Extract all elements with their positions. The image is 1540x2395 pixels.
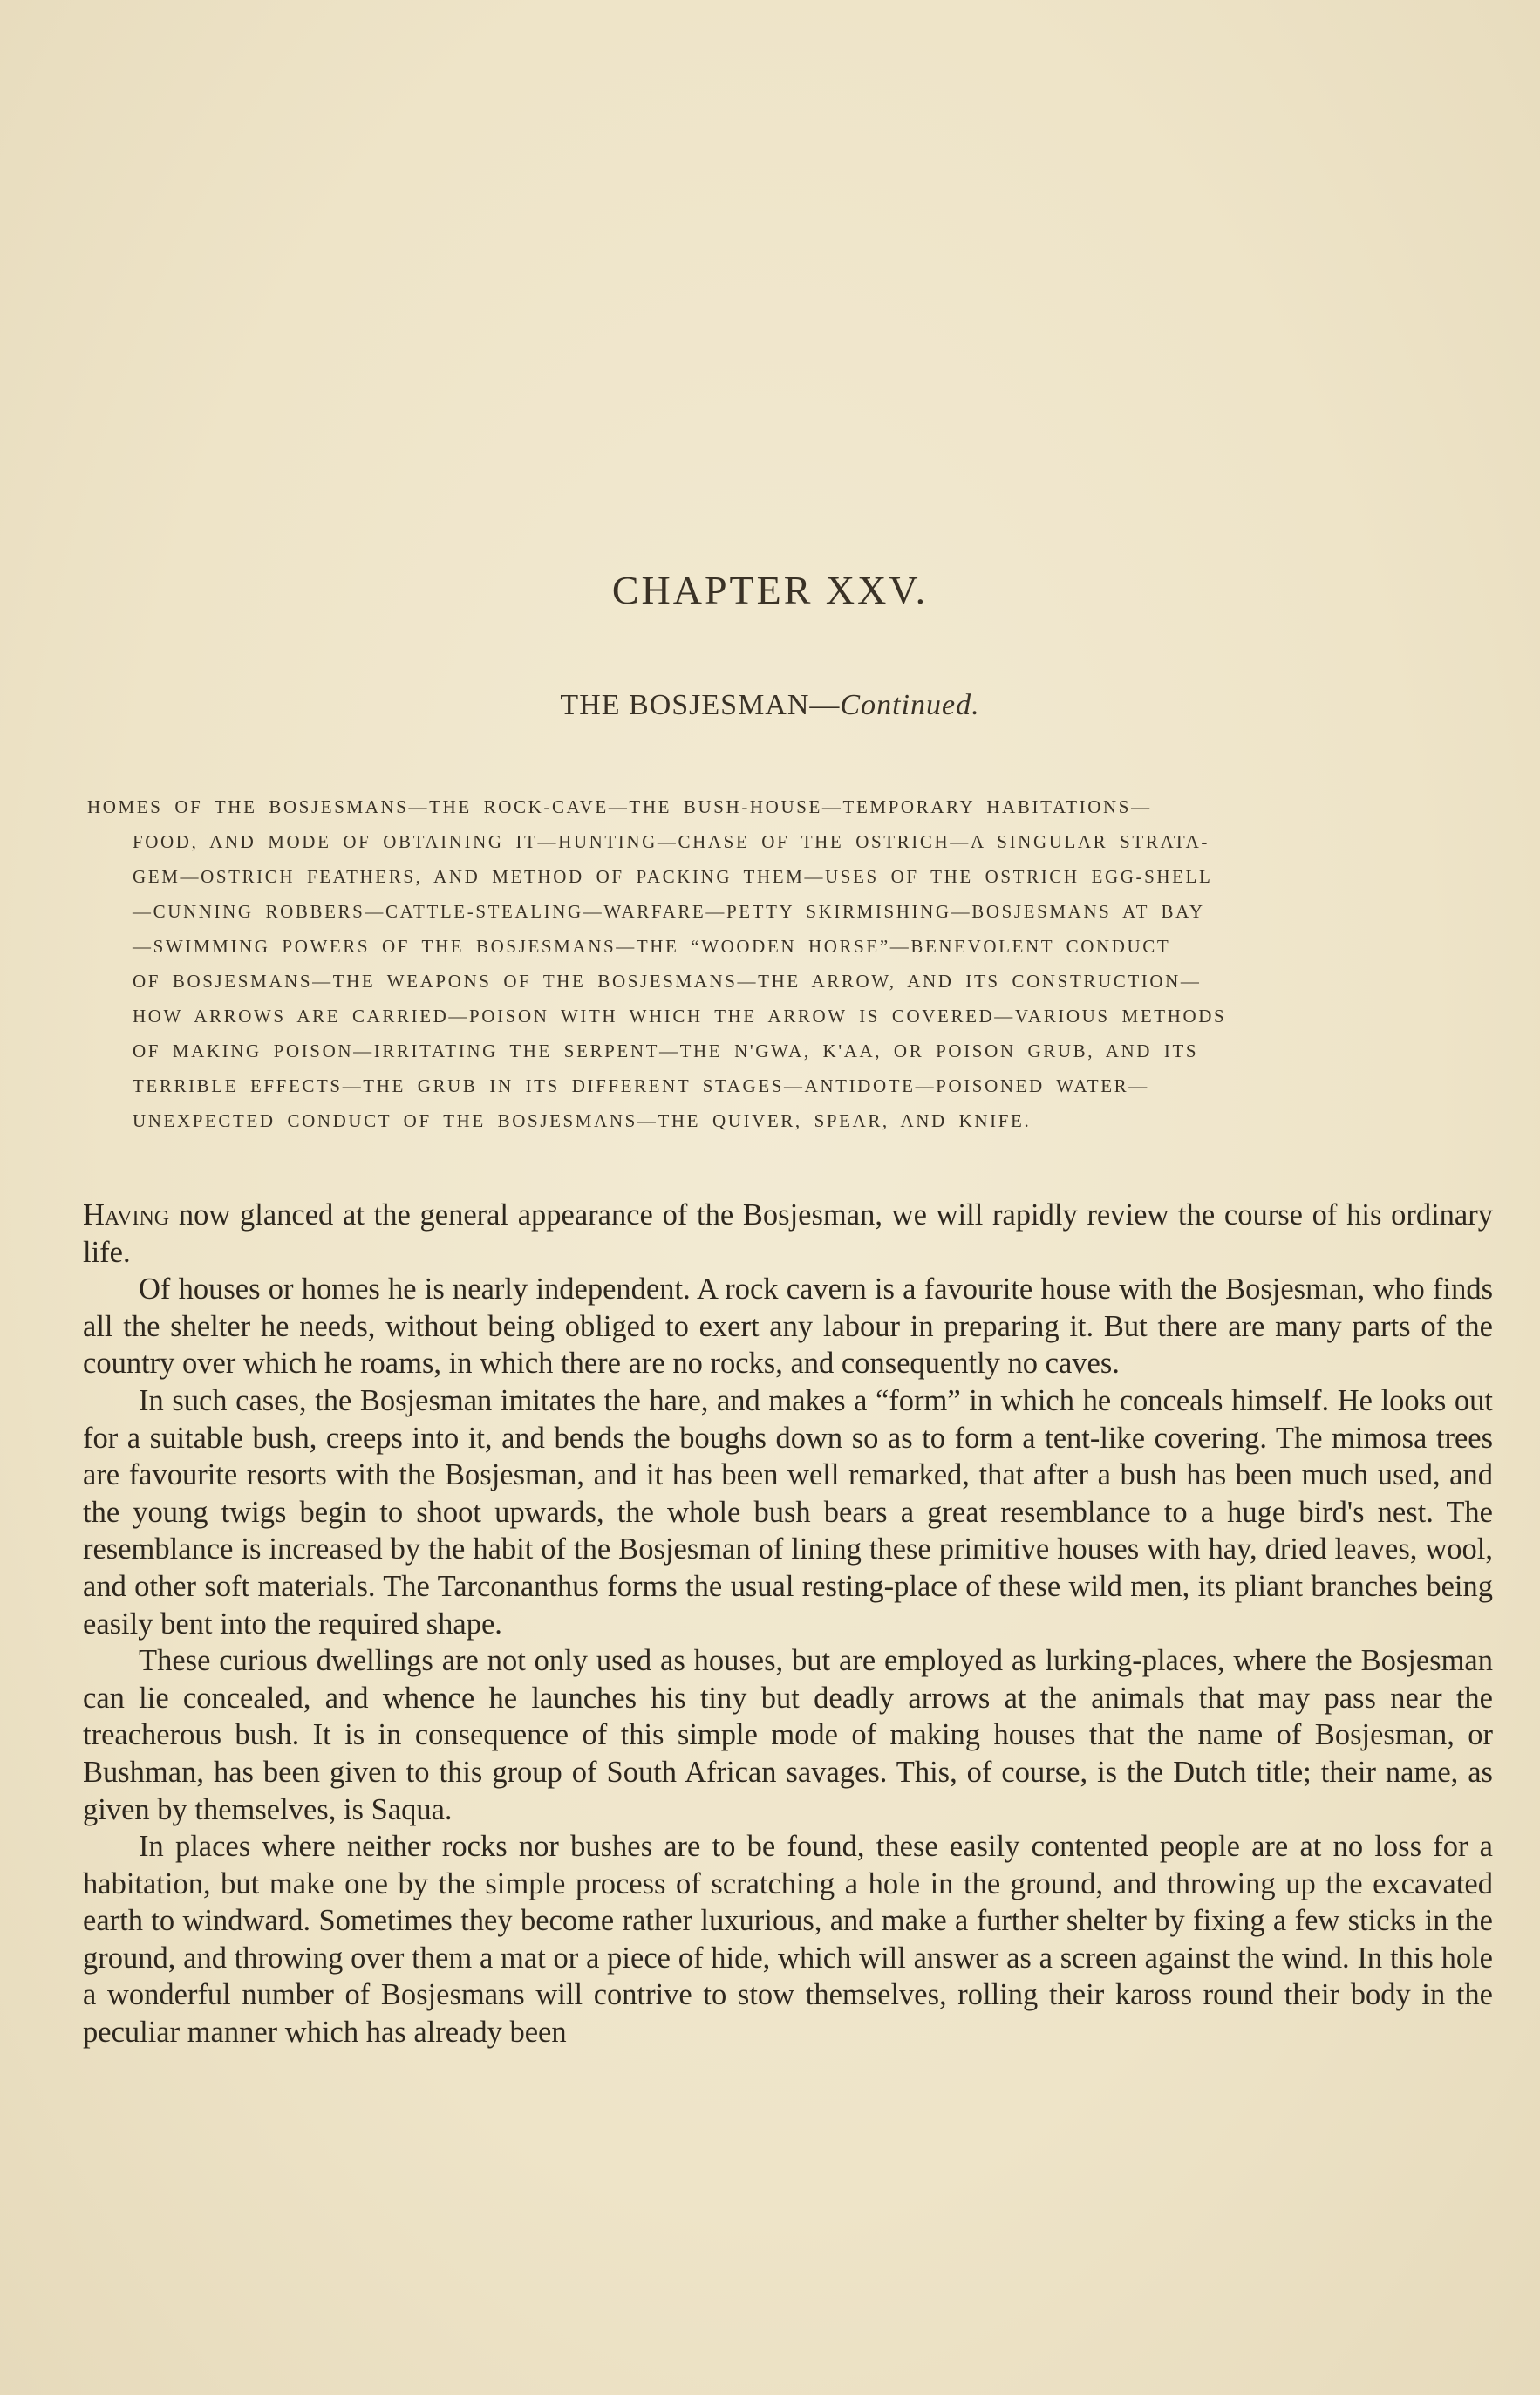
paragraph: In such cases, the Bosjesman imitates the hare, and makes a “form” in which he conceals himself. He looks out for a suitable bush, creeps into it, and bends the boughs down so as to form a tent-like covering. The mimosa trees are favourite resorts with the Bosjesman, and it has been well remarked, that after a bush has been much used, and the young twigs begin to shoot upwards, the whole bush bears a great resemblance to a huge bird's nest. The resemblance is increased by the habit of the Bosjesman of lining these primitive houses with hay, dried leaves, wool, and other soft materials. The Tarconanthus forms the usual resting-place of these wild men, its pliant branches being easily bent into the required shape.	[83, 1383, 1493, 1641]
synopsis-line: TERRIBLE EFFECTS—THE GRUB IN ITS DIFFERENT STAGES—ANTIDOTE—POISONED WATER—	[133, 1075, 1149, 1096]
chapter-synopsis	[87, 789, 1474, 1138]
paragraph	[83, 1197, 1493, 1271]
synopsis-line: UNEXPECTED CONDUCT OF THE BOSJESMANS—THE QUIVER, SPEAR, AND KNIFE.	[133, 1110, 1032, 1131]
paragraph: These curious dwellings are not only used as houses, but are employed as lurking-places, where the Bosjesman can lie concealed, and whence he launches his tiny but deadly arrows at the animals that may pass near the treacherous bush. It is in consequence of this simple mode of making houses that the name of Bosjesman, or Bushman, has been given to this group of South African savages. This, of course, is the Dutch title; their name, as given by themselves, is Saqua.	[83, 1644, 1493, 1826]
synopsis-line: GEM—OSTRICH FEATHERS, AND METHOD OF PACKING THEM—USES OF THE OSTRICH EGG-SHELL	[133, 866, 1213, 887]
synopsis-line: —SWIMMING POWERS OF THE BOSJESMANS—THE “WOODEN HORSE”—BENEVOLENT CONDUCT	[133, 936, 1171, 957]
body-text	[83, 1197, 1493, 2051]
chapter-title: CHAPTER XXV.	[611, 568, 929, 612]
paragraph: In places where neither rocks nor bushes are to be found, these easily contented people are at no loss for a habitation, but make one by the simple process of scratching a hole in the ground, and throwing up the excavated earth to windward. Sometimes they become rather luxurious, and make a further shelter by fixing a few sticks in the ground, and throwing over them a mat or a piece of hide, which will answer as a screen against the wind. In this hole a wonderful number of Bosjesmans will contrive to stow themselves, rolling their kaross round their body in the peculiar manner which has already been	[83, 1830, 1493, 2050]
chapter-subtitle-italic: Continued.	[840, 689, 980, 721]
synopsis-line: HOW ARROWS ARE CARRIED—POISON WITH WHICH THE ARROW IS COVERED—VARIOUS METHODS	[133, 1006, 1227, 1027]
synopsis-line: HOMES OF THE BOSJESMANS—THE ROCK-CAVE—THE BUSH-HOUSE—TEMPORARY HABITATIONS—	[87, 796, 1152, 817]
chapter-subtitle-main: THE BOSJESMAN—	[560, 689, 841, 721]
paragraph-text: now glanced at the general appearance of the Bosjesman, we will rapidly review the course of his ordinary life.	[83, 1198, 1493, 1269]
paragraph-lead-word: Having	[83, 1198, 170, 1232]
synopsis-line: FOOD, AND MODE OF OBTAINING IT—HUNTING—CHASE OF THE OSTRICH—A SINGULAR STRATA-	[133, 831, 1210, 852]
paragraph: Of houses or homes he is nearly independent. A rock cavern is a favourite house with the Bosjesman, who finds all the shelter he needs, without being obliged to exert any labour in preparing it. But there are many parts of the country over which he roams, in which there are no rocks, and consequently no caves.	[83, 1273, 1493, 1381]
synopsis-line: OF MAKING POISON—IRRITATING THE SERPENT—THE N'GWA, K'AA, OR POISON GRUB, AND ITS	[133, 1041, 1199, 1061]
synopsis-line: —CUNNING ROBBERS—CATTLE-STEALING—WARFARE—PETTY SKIRMISHING—BOSJESMANS AT BAY	[133, 901, 1205, 922]
chapter-subtitle	[0, 689, 1540, 722]
synopsis-line: OF BOSJESMANS—THE WEAPONS OF THE BOSJESMANS—THE ARROW, AND ITS CONSTRUCTION—	[133, 971, 1202, 992]
